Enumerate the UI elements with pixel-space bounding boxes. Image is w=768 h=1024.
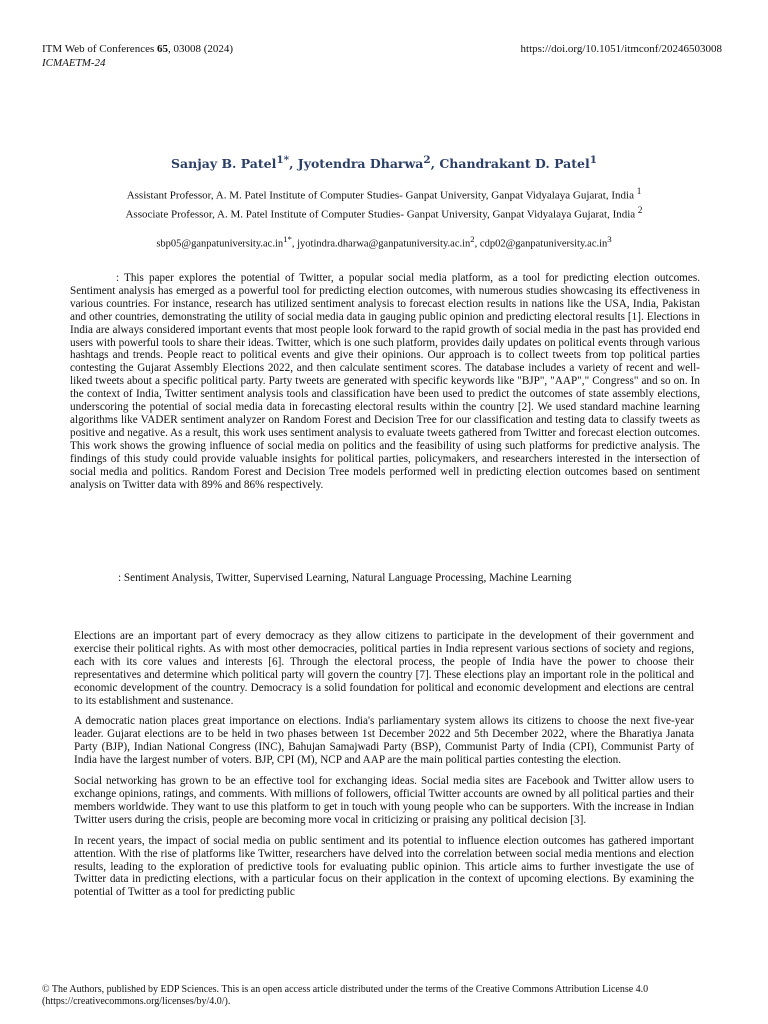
author-superscript: 1* bbox=[276, 154, 290, 166]
author-name: Sanjay B. Patel bbox=[171, 156, 277, 172]
conference-line bbox=[42, 42, 233, 56]
affiliation-text: Assistant Professor, A. M. Patel Institute of Computer Studies- Ganpat University, Ganpat Vidyalaya Gujarat, India bbox=[126, 189, 637, 202]
affiliation-line bbox=[0, 203, 768, 222]
author-name: Chandrakant D. Patel bbox=[439, 156, 590, 172]
email-superscript: 2 bbox=[470, 234, 475, 244]
body-paragraph: Elections are an important part of every democracy as they allow citizens to participate in the development of their government and exercise their political rights. As with most other democracies, political parties in India represent various sections of society and regions, each with its core values and interests [6]. Through the electoral process, the people of India have the power to choose their representatives and determine which political party will govern the country [7]. These elections play an important role in the political and economic development of the country. Democracy is a solid foundation for political and economic development and elections are central to its establishment and sustenance. bbox=[74, 630, 694, 707]
email-superscript: 1* bbox=[283, 234, 292, 244]
email-superscript: 3 bbox=[607, 234, 612, 244]
affiliation-superscript: 1 bbox=[636, 186, 642, 196]
author-name: Jyotendra Dharwa bbox=[297, 156, 424, 172]
body-paragraph: Social networking has grown to be an effective tool for exchanging ideas. Social media sites are Facebook and Twitter allow users to exchange opinions, ratings, and comments. With millions of followers, official Twitter accounts are owned by all political parties and their members worldwide. They want to use this platform to get in touch with young people who can be supporters. With the increase in Indian Twitter users during the crisis, people are becoming more vocal in criticizing or praising any political decision [3]. bbox=[74, 775, 694, 826]
author-emails bbox=[0, 234, 768, 250]
author-list: Sanjay B. Patel$^{1*}$, Jyotendra Dharwa$^2$, Chandrakant D. Patel$^1$ bbox=[171, 154, 597, 172]
keywords: : Sentiment Analysis, Twitter, Supervised Learning, Natural Language Processing, Machine Learning bbox=[118, 572, 572, 584]
affiliation-line bbox=[0, 184, 768, 203]
author-superscript: 2 bbox=[423, 154, 431, 166]
affiliation-text: Associate Professor, A. M. Patel Institute of Computer Studies- Ganpat University, Ganpat Vidyalaya Gujarat, India bbox=[125, 208, 638, 221]
doi-link[interactable]: https://doi.org/10.1051/itmconf/20246503008 bbox=[520, 43, 722, 55]
volume-number: 65 bbox=[156, 43, 168, 55]
conference-short-name: ICMAETM-24 bbox=[42, 57, 106, 69]
body-paragraph: A democratic nation places great importance on elections. India's parliamentary system allows its citizens to choose the next five-year leader. Gujarat elections are to be held in two phases between 1st December 2022 and 5th December 2022, where the Bharatiya Janata Party (BJP), Indian National Congress (INC), Bahujan Samajwadi Party (BSP), Communist Party of India (CPI), Communist Party of India have the largest number of voters. BJP, CPI (M), NCP and AAP are the main political parties contesting the election. bbox=[74, 715, 694, 767]
email-link[interactable]: , jyotindra.dharwa@ganpatuniversity.ac.in bbox=[291, 238, 471, 250]
affiliation-superscript: 2 bbox=[637, 205, 643, 215]
email-link[interactable]: , cdp02@ganpatuniversity.ac.in bbox=[474, 238, 608, 250]
abstract: : This paper explores the potential of Twitter, a popular social media platform, as a tool for predicting election outcomes. Sentiment analysis has emerged as a powerful tool for predicting election outcomes, with numerous studies showcasing its effectiveness in various countries. For instance, research has utilized sentiment analysis to forecast election results in nations like the USA, India, Pakistan and other countries, demonstrating the utility of social media data in gauging public opinion and predicting electoral results [1]. Elections in India are always considered important events that most people look forward to the rapid growth of social media in the past has provided end users with powerful tools to share their ideas. Twitter, which is one such platform, provides daily updates on political events through various hashtags and trends. People react to political events and give their opinions. Our approach is to collect tweets from top political parties contesting the Gujarat Assembly Elections 2022, and then calculate sentiment scores. The database includes a variety of recent and well-liked tweets about a specific political party. Party tweets are generated with specific keywords like "BJP", "AAP"," Congress" and so on. In the context of India, Twitter sentiment analysis tools and classification have been used to predict the outcomes of state assembly elections, underscoring the potential of social media data in forecasting electoral results within the country [2]. We used standard machine learning algorithms like VADER sentiment analyzer on Random Forest and Decision Tree for our classification and testing data to classify tweets as positive and negative. As a result, this work uses sentiment analysis to evaluate tweets gathered from Twitter and forecast election outcomes. This work shows the growing influence of social media on politics and the feasibility of using such platforms for predictive analysis. The findings of this study could provide valuable insights for political parties, policymakers, and researchers interested in the intersection of social media and politics. Random Forest and Decision Tree models performed well in predicting election outcomes based on sentiment analysis on Twitter data with 89% and 86% respectively. bbox=[70, 272, 700, 491]
article-number: , 03008 (2024) bbox=[167, 43, 234, 55]
conference-name: ITM Web of Conferences bbox=[42, 43, 155, 55]
author-superscript: 1 bbox=[589, 154, 597, 166]
license-footer: © The Authors, published by EDP Sciences. This is an open access article distributed under the terms of the Creative Commons Attribution License 4.0 (https://creativecommons.org/licenses/by/4.0/). bbox=[42, 984, 649, 1007]
running-header bbox=[42, 42, 233, 70]
email-link[interactable]: sbp05@ganpatuniversity.ac.in bbox=[156, 238, 284, 250]
introduction-body bbox=[74, 630, 694, 907]
body-paragraph: In recent years, the impact of social media on public sentiment and its potential to influence election outcomes has gathered important attention. With the rise of platforms like Twitter, researchers have delved into the correlation between social media mentions and election results, leading to the exploration of predictive tools for evaluating public opinion. This article aims to further investigate the use of Twitter data in predicting elections, with a particular focus on their application in the context of upcoming elections. By examining the potential of Twitter as a tool for predicting public bbox=[74, 834, 694, 899]
